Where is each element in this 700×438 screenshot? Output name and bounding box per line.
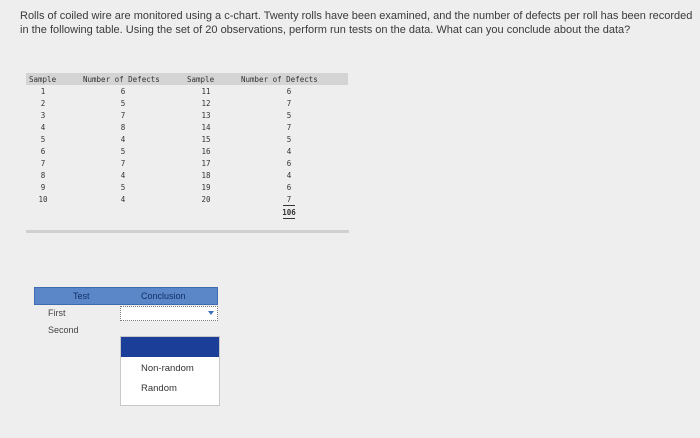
defect-count: 8 <box>120 123 126 132</box>
sample-number: 16 <box>201 147 211 156</box>
defect-count: 6 <box>286 159 292 168</box>
section-divider <box>26 230 349 233</box>
chevron-down-icon[interactable] <box>208 311 214 315</box>
row-label-second: Second <box>48 325 79 335</box>
sample-number: 19 <box>201 183 211 192</box>
sample-number: 14 <box>201 123 211 132</box>
total-double-underline <box>283 218 295 219</box>
defect-count: 7 <box>286 123 292 132</box>
sample-number: 5 <box>40 135 46 144</box>
question-text: Rolls of coiled wire are monitored using a c-chart. Twenty rolls have been examined, and the number of defects per roll has been recorded in the following table. Using the set of 20 observations, perform run tests on the data. What can you conclude about the data? <box>20 10 693 36</box>
header-defects-2: Number of Defects <box>241 75 318 84</box>
sample-number: 12 <box>201 99 211 108</box>
dropdown-highlighted-option[interactable] <box>121 337 219 357</box>
conclusion-select-first[interactable] <box>120 306 218 321</box>
header-test: Test <box>73 291 90 301</box>
answer-row-first <box>34 305 218 321</box>
sample-number: 7 <box>40 159 46 168</box>
defect-count: 7 <box>286 195 292 204</box>
sample-number: 9 <box>40 183 46 192</box>
header-defects-1: Number of Defects <box>83 75 160 84</box>
defect-count: 7 <box>286 99 292 108</box>
defect-count: 5 <box>286 111 292 120</box>
answer-table-header <box>34 287 218 305</box>
conclusion-dropdown-menu <box>120 336 220 406</box>
defect-count: 6 <box>286 183 292 192</box>
defect-count: 5 <box>120 147 126 156</box>
defect-count: 4 <box>120 195 126 204</box>
sample-number: 15 <box>201 135 211 144</box>
total-underline <box>283 205 295 206</box>
sample-number: 20 <box>201 195 211 204</box>
defect-count: 7 <box>120 111 126 120</box>
defects-total: 106 <box>282 208 296 217</box>
sample-number: 13 <box>201 111 211 120</box>
row-label-first: First <box>48 308 66 318</box>
sample-number: 2 <box>40 99 46 108</box>
sample-number: 6 <box>40 147 46 156</box>
sample-number: 17 <box>201 159 211 168</box>
defect-count: 5 <box>120 99 126 108</box>
sample-number: 1 <box>40 87 46 96</box>
defect-count: 5 <box>286 135 292 144</box>
sample-number: 18 <box>201 171 211 180</box>
sample-number: 11 <box>201 87 211 96</box>
sample-number: 10 <box>38 195 48 204</box>
defect-count: 4 <box>286 171 292 180</box>
sample-number: 8 <box>40 171 46 180</box>
header-conclusion: Conclusion <box>141 291 186 301</box>
defect-count: 6 <box>286 87 292 96</box>
dropdown-option-random[interactable]: Random <box>141 383 177 394</box>
defect-count: 4 <box>120 171 126 180</box>
defect-count: 4 <box>286 147 292 156</box>
defect-count: 4 <box>120 135 126 144</box>
defect-count: 5 <box>120 183 126 192</box>
sample-number: 4 <box>40 123 46 132</box>
defect-count: 7 <box>120 159 126 168</box>
dropdown-option-non-random[interactable]: Non-random <box>141 363 194 374</box>
sample-number: 3 <box>40 111 46 120</box>
header-sample-2: Sample <box>187 75 215 84</box>
header-sample-1: Sample <box>29 75 57 84</box>
defect-count: 6 <box>120 87 126 96</box>
